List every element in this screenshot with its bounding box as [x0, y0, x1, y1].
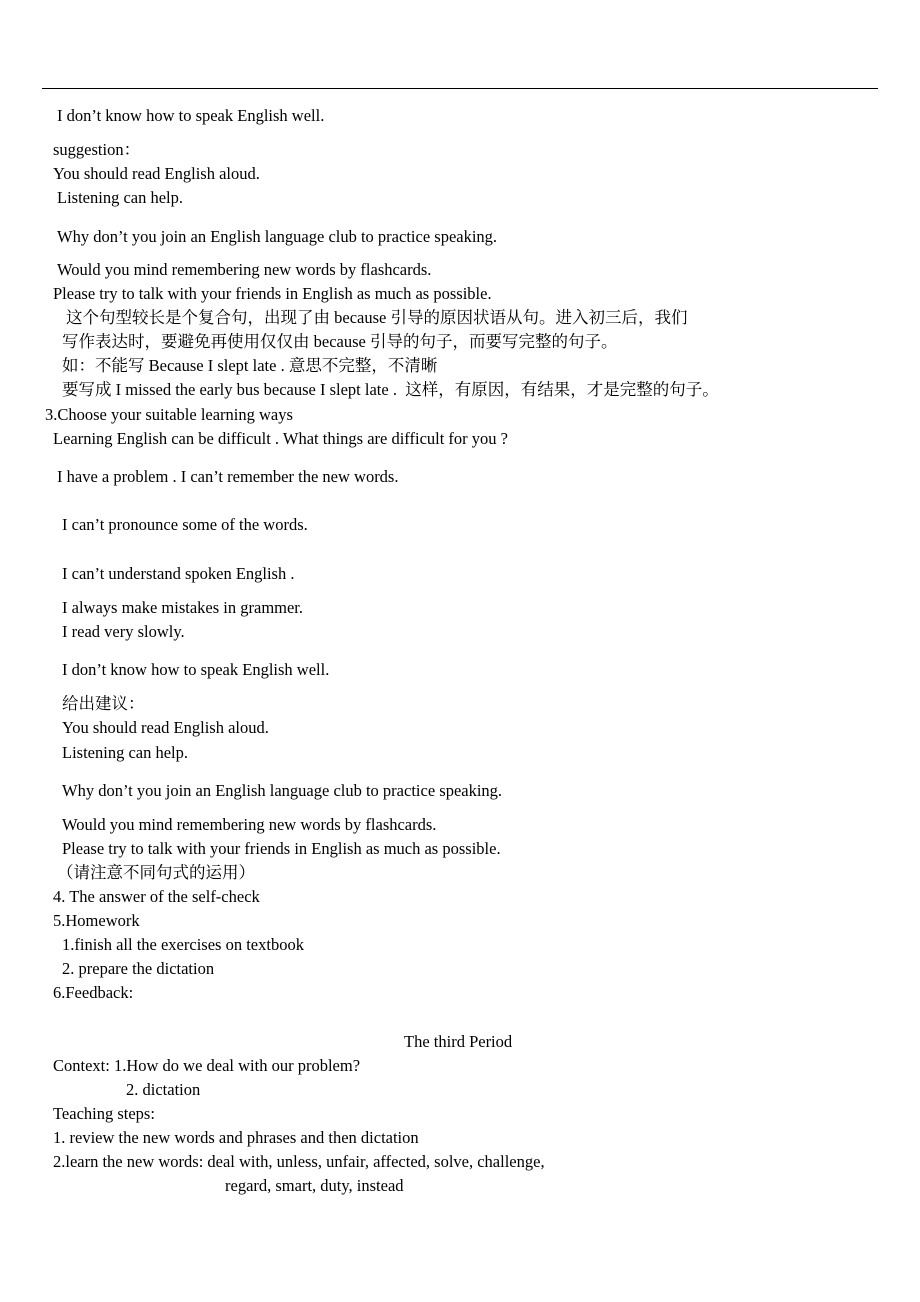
section-heading-3: 3.Choose your suitable learning ways	[45, 405, 293, 424]
line-suggestion-label: suggestion：	[53, 140, 141, 159]
line-context-1: Context: 1.How do we deal with our problem?	[53, 1056, 361, 1075]
header-rule	[42, 88, 878, 89]
homework-item-2: 2. prepare the dictation	[62, 959, 215, 978]
line-why-dont-1: Why don’t you join an English language club to practice speaking.	[57, 227, 498, 246]
line-problem-remember: I have a problem . I can’t remember the new words.	[57, 467, 399, 486]
line-pronounce: I can’t pronounce some of the words.	[62, 515, 308, 534]
line-read-slowly: I read very slowly.	[62, 622, 185, 641]
step-1: 1. review the new words and phrases and then dictation	[53, 1128, 419, 1147]
line-dont-know-2: I don’t know how to speak English well.	[62, 660, 330, 679]
section-heading-4: 4. The answer of the self-check	[53, 887, 260, 906]
line-please-try-1: Please try to talk with your friends in English as much as possible.	[53, 284, 492, 303]
section-heading-5: 5.Homework	[53, 911, 140, 930]
line-read-aloud-1: You should read English aloud.	[53, 164, 260, 183]
line-learning-difficult: Learning English can be difficult . What things are difficult for you ?	[53, 429, 508, 448]
homework-item-1: 1.finish all the exercises on textbook	[62, 935, 304, 954]
section-heading-6: 6.Feedback:	[53, 983, 134, 1002]
step-2: 2.learn the new words: deal with, unless, unfair, affected, solve, challenge,	[53, 1152, 545, 1171]
line-sentence-pattern-note: （请注意不同句式的运用）	[57, 863, 255, 882]
line-why-dont-2: Why don’t you join an English language club to practice speaking.	[62, 781, 503, 800]
line-read-aloud-2: You should read English aloud.	[62, 718, 269, 737]
line-listening-2: Listening can help.	[62, 743, 189, 762]
line-note-example-wrong: 如：不能写 Because I slept late . 意思不完整，不清晰	[62, 356, 438, 375]
line-please-try-2: Please try to talk with your friends in English as much as possible.	[62, 839, 501, 858]
line-grammer: I always make mistakes in grammer.	[62, 598, 304, 617]
line-listening-1: Listening can help.	[57, 188, 184, 207]
line-note-because-1: 这个句型较长是个复合句，出现了由 because 引导的原因状语从句。进入初三后，我们	[66, 308, 688, 327]
period-title: The third Period	[404, 1032, 513, 1051]
line-context-2: 2. dictation	[126, 1080, 201, 1099]
line-give-suggestion-label: 给出建议：	[62, 694, 145, 713]
line-would-you-mind-2: Would you mind remembering new words by flashcards.	[62, 815, 437, 834]
line-note-example-right: 要写成 I missed the early bus because I slept late . 这样，有原因，有结果，才是完整的句子。	[62, 380, 719, 399]
line-spoken-english: I can’t understand spoken English .	[62, 564, 295, 583]
line-would-you-mind-1: Would you mind remembering new words by flashcards.	[57, 260, 432, 279]
line-dont-know-1: I don’t know how to speak English well.	[57, 106, 325, 125]
step-2-continued: regard, smart, duty, instead	[225, 1176, 404, 1195]
line-note-because-2: 写作表达时，要避免再使用仅仅由 because 引导的句子，而要写完整的句子。	[62, 332, 618, 351]
line-teaching-steps: Teaching steps:	[53, 1104, 155, 1123]
